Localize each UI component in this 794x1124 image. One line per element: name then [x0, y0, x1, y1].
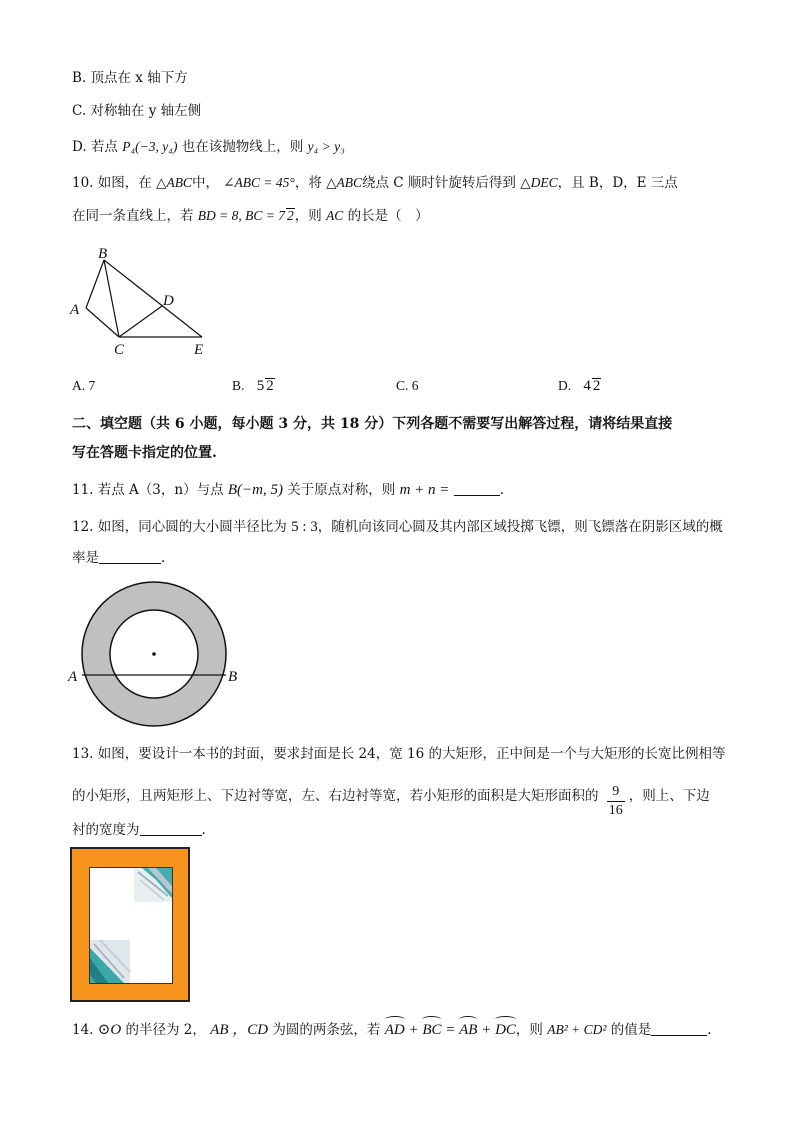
q10-text: 中，: [191, 175, 219, 191]
q13-line-1: 13. 如图，要设计一本书的封面，要求封面是长 24，宽 16 的大矩形，正中间是一个与大矩形的长宽比例相等: [72, 746, 726, 762]
q10-option-a: A. 7: [72, 378, 96, 393]
q9-option-b: B. 顶点在 x 轴下方: [72, 70, 188, 86]
q13-fraction: $\frac{9}{16}$: [608, 784, 623, 818]
q10-option-b: B. 5 2: [232, 378, 274, 394]
q12-answer-blank[interactable]: [99, 549, 161, 564]
q9-option-d-inequality: y₄ > y₃: [307, 139, 345, 154]
q9-option-d-point: P₄(−3, y₄): [122, 139, 178, 154]
q12-text: 12. 如图，同心圆的大小圆半径比为: [72, 519, 287, 535]
q11-text: 11. 若点 A（3，n）与点: [72, 482, 224, 498]
q10-text: ，且 B，D，E 三点: [557, 175, 678, 191]
q10-triangle-dec: △DEC: [520, 175, 558, 190]
q10-line-1: [72, 173, 678, 193]
q11-answer-blank[interactable]: [454, 481, 500, 496]
q13-text: 的小矩形，且两矩形上、下边衬等宽，左、右边衬等宽，若小矩形的面积是大矩形面积的: [72, 788, 599, 804]
label-d: D: [163, 293, 174, 309]
cover-decoration: [90, 868, 172, 983]
q10-triangle-abc: △ABC: [326, 175, 363, 190]
q13-answer-blank[interactable]: [140, 821, 202, 836]
q11: 11. 若点 A（3，n）与点 B(−m, 5) 关于原点对称，则 m + n = .: [72, 482, 505, 498]
q10-line-2: [72, 206, 429, 226]
q12-ratio: 5 : 3: [291, 519, 318, 535]
q14-text: 14.: [72, 1022, 94, 1038]
q14-arc-equation: AD + BC = AB + DC: [384, 1022, 516, 1038]
q14-expression: AB² + CD²: [547, 1022, 607, 1037]
q14: 14. ⊙O 的半径为 2， AB ，CD 为圆的两条弦，若 AD + BC = AB + DC，则 AB² + CD² 的值是 .: [72, 1022, 712, 1038]
q14-text: 的半径为 2，: [125, 1022, 206, 1038]
q10-triangle-abc: △ABC: [156, 175, 192, 190]
q14-text: 为圆的两条弦，若: [272, 1022, 381, 1038]
center-dot: [152, 652, 156, 656]
q14-answer-blank[interactable]: [651, 1021, 707, 1036]
q12-concentric-circles-figure: [64, 578, 254, 730]
q10-text: ，将: [294, 175, 322, 191]
q10-option-d: D. 4 2: [558, 378, 601, 394]
q10-target: AC: [326, 208, 344, 223]
q10-triangle-figure: [62, 242, 222, 360]
q12-text: 率是: [72, 550, 99, 566]
q9-option-c: C. 对称轴在 y 轴左侧: [72, 103, 202, 119]
q13-text: ，则上、下边: [628, 788, 710, 804]
section2-heading-line2: 写在答题卡指定的位置.: [72, 445, 217, 461]
q10-text: 10. 如图，在: [72, 175, 152, 191]
q9-option-d: [72, 137, 345, 157]
q10-text: 绕点 C 顺时针旋转后得到: [362, 175, 516, 191]
q14-circle-o: ⊙O: [97, 1022, 122, 1038]
section2-heading-line1: 二、填空题（共 6 小题，每小题 3 分，共 18 分）下列各题不需要写出解答过程，请将结果直接: [72, 416, 673, 432]
q13-line-2: [72, 783, 710, 820]
q10-text: ，则: [294, 208, 322, 224]
label-b: B: [228, 669, 238, 685]
q10-given: BD = 8, BC = 7 2: [197, 208, 294, 223]
q9-option-d-mid: 也在该抛物线上，则: [181, 139, 304, 155]
label-b: B: [98, 246, 108, 262]
q13-book-cover-figure: [70, 847, 190, 1002]
q11-expression: m + n =: [399, 482, 450, 498]
q11-text: 关于原点对称，则: [287, 482, 396, 498]
q10-text: 的长是（ ）: [347, 208, 429, 224]
label-e: E: [194, 342, 204, 358]
q12-text: ，随机向该同心圆及其内部区域投掷飞镖，则飞镖落在阴影区域的概: [317, 519, 723, 535]
q12-line-2: 率是 .: [72, 550, 166, 566]
q13-line-3: 衬的宽度为 .: [72, 822, 206, 838]
inner-rectangle: [89, 867, 173, 984]
q14-chords: AB ，CD: [210, 1022, 269, 1038]
q10-text: 在同一条直线上，若: [72, 208, 194, 224]
label-c: C: [114, 342, 125, 358]
q10-option-c: C. 6: [396, 378, 419, 393]
label-a: A: [68, 669, 78, 685]
q13-text: 衬的宽度为: [72, 822, 140, 838]
label-a: A: [70, 302, 80, 318]
q14-text: 的值是: [610, 1022, 652, 1038]
q11-point: B(−m, 5): [227, 482, 283, 498]
q14-text: ，则: [515, 1022, 543, 1038]
q9-option-d-prefix: D. 若点: [72, 139, 118, 155]
q12-line-1: [72, 517, 723, 537]
q10-angle: ∠ABC = 45°: [223, 175, 295, 190]
